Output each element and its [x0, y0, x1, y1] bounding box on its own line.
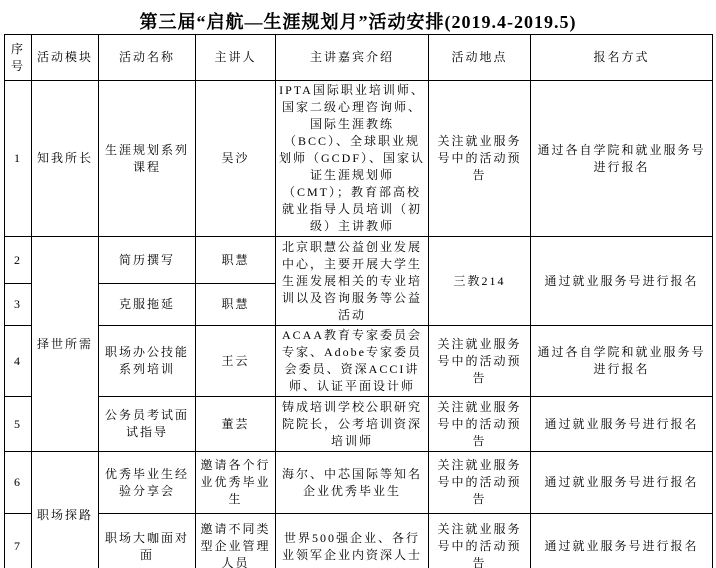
cell-location: 三教214 — [429, 237, 531, 326]
cell-module: 职场探路 — [32, 452, 99, 568]
col-header-registration: 报名方式 — [531, 35, 713, 81]
table-row-7 — [5, 514, 713, 568]
cell-intro: ACAA教育专家委员会专家、Adobe专家委员会委员、资深ACCI讲师、认证平面设计师 — [276, 326, 429, 397]
cell-registration: 通过各自学院和就业服务号进行报名 — [531, 81, 713, 237]
page-title: 第三届“启航—生涯规划月”活动安排(2019.4-2019.5) — [139, 12, 577, 32]
cell-module: 知我所长 — [32, 81, 99, 237]
cell-location: 关注就业服务号中的活动预告 — [429, 81, 531, 237]
cell-intro: 铸成培训学校公职研究院院长，公考培训资深培训师 — [276, 397, 429, 452]
cell-activity: 生涯规划系列课程 — [99, 81, 196, 237]
cell-speaker: 董芸 — [196, 397, 276, 452]
cell-no: 7 — [5, 514, 32, 568]
cell-registration: 通过就业服务号进行报名 — [531, 452, 713, 514]
cell-speaker: 吴沙 — [196, 81, 276, 237]
table-header-row — [5, 35, 713, 81]
cell-speaker: 职慧 — [196, 284, 276, 326]
cell-registration: 通过就业服务号进行报名 — [531, 237, 713, 326]
cell-activity: 职场大咖面对面 — [99, 514, 196, 568]
cell-speaker: 邀请各个行业优秀毕业生 — [196, 452, 276, 514]
cell-intro: 世界500强企业、各行业领军企业内资深人士 — [276, 514, 429, 568]
col-header-module: 活动模块 — [32, 35, 99, 81]
cell-location: 关注就业服务号中的活动预告 — [429, 514, 531, 568]
cell-no: 3 — [5, 284, 32, 326]
table-row-1 — [5, 81, 713, 237]
cell-intro: 海尔、中芯国际等知名企业优秀毕业生 — [276, 452, 429, 514]
cell-activity: 克服拖延 — [99, 284, 196, 326]
table-row-2 — [5, 237, 713, 284]
cell-registration: 通过各自学院和就业服务号进行报名 — [531, 326, 713, 397]
cell-speaker: 王云 — [196, 326, 276, 397]
col-header-intro: 主讲嘉宾介绍 — [276, 35, 429, 81]
cell-activity: 简历撰写 — [99, 237, 196, 284]
cell-module: 择世所需 — [32, 237, 99, 452]
cell-speaker: 职慧 — [196, 237, 276, 284]
cell-location: 关注就业服务号中的活动预告 — [429, 326, 531, 397]
cell-registration: 通过就业服务号进行报名 — [531, 397, 713, 452]
cell-speaker: 邀请不同类型企业管理人员 — [196, 514, 276, 568]
cell-no: 2 — [5, 237, 32, 284]
cell-intro: 北京职慧公益创业发展中心，主要开展大学生生涯发展相关的专业培训以及咨询服务等公益活动 — [276, 237, 429, 326]
col-header-speaker: 主讲人 — [196, 35, 276, 81]
cell-location: 关注就业服务号中的活动预告 — [429, 397, 531, 452]
cell-no: 4 — [5, 326, 32, 397]
cell-intro: IPTA国际职业培训师、国家二级心理咨询师、国际生涯教练（BCC）、全球职业规划师（GCDF）、国家认证生涯规划师（CMT）；教育部高校就业指导人员培训（初级）主讲教师 — [276, 81, 429, 237]
cell-no: 6 — [5, 452, 32, 514]
col-header-activity: 活动名称 — [99, 35, 196, 81]
col-header-location: 活动地点 — [429, 35, 531, 81]
table-row-4 — [5, 326, 713, 397]
cell-activity: 公务员考试面试指导 — [99, 397, 196, 452]
table-row-6 — [5, 452, 713, 514]
cell-no: 5 — [5, 397, 32, 452]
col-header-no: 序号 — [5, 35, 32, 81]
cell-activity: 职场办公技能系列培训 — [99, 326, 196, 397]
cell-location: 关注就业服务号中的活动预告 — [429, 452, 531, 514]
table-row-5 — [5, 397, 713, 452]
cell-registration: 通过就业服务号进行报名 — [531, 514, 713, 568]
cell-no: 1 — [5, 81, 32, 237]
cell-activity: 优秀毕业生经验分享会 — [99, 452, 196, 514]
activity-schedule-table — [4, 34, 713, 568]
